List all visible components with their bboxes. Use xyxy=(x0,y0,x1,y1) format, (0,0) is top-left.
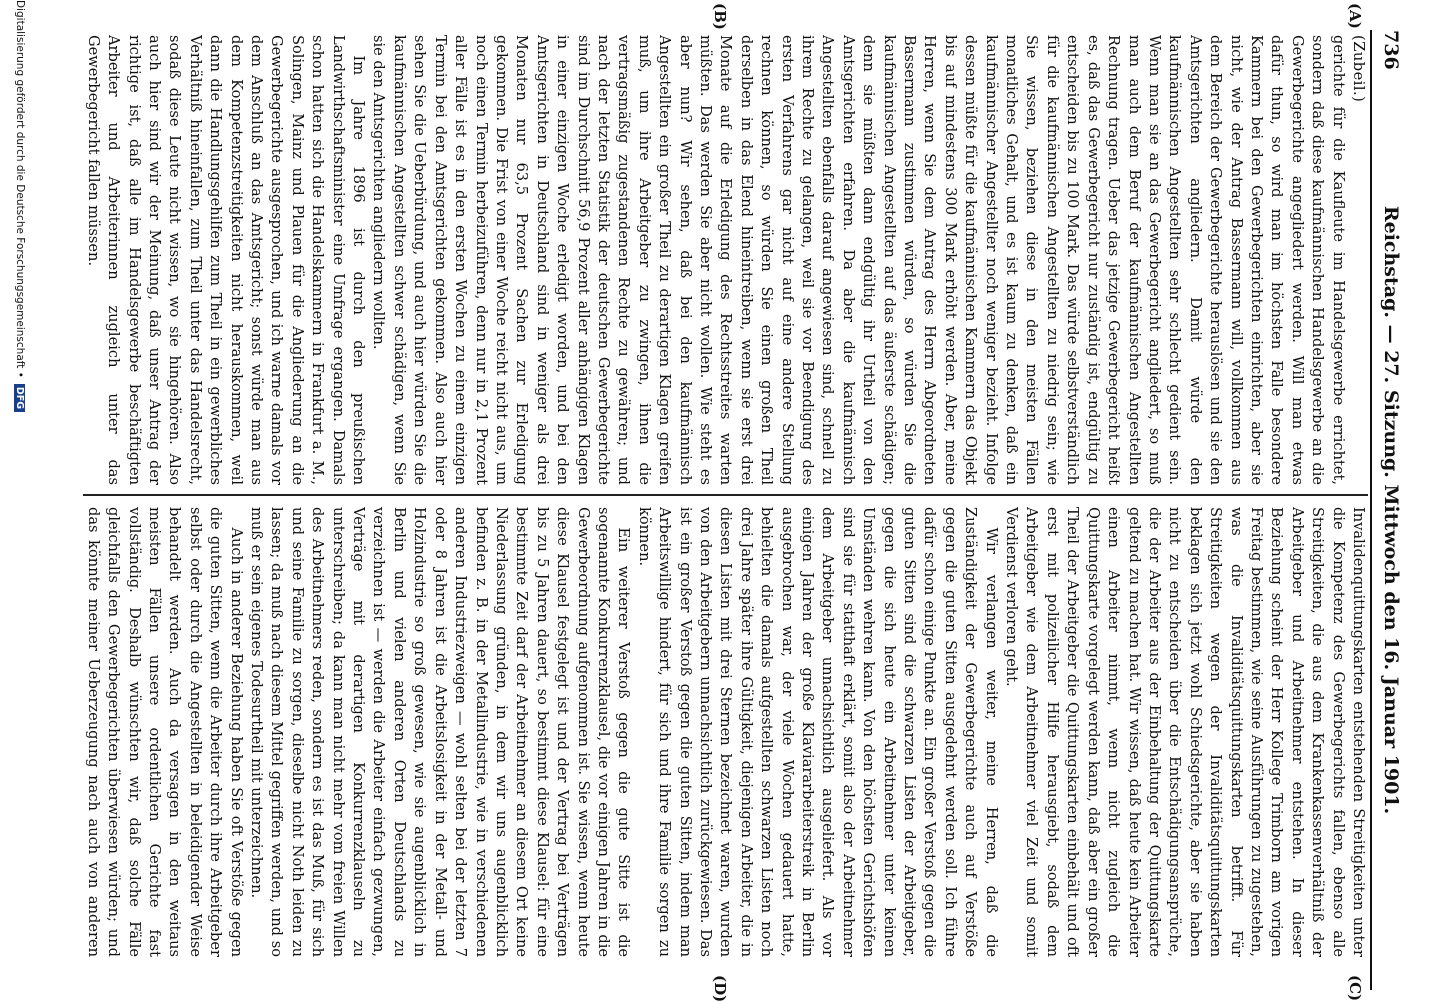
right-column xyxy=(83,507,1368,957)
footer-text: Digitalisierung gefördert durch die Deutsche Forschungsgemeinschaft • xyxy=(14,0,26,378)
paragraph: Ein weiterer Verstoß gegen die gute Sitte ist die sogenannte Konkurrenzklausel, die vor einigen Jahren in die Gewerbeordnung aufgenommen ist. Sie wissen, wenn heute diese Klausel festgelegt ist und der Vertrag bei Verträgen bis zu 5 Jahren dauert, so bestimmt diese Klausel: für eine bestimmte Zeit darf der Arbeitnehmer an diesem Ort keine Niederlassung gründen, in dem wir uns augenblicklich befinden z. B. in der Metallindustrie, wie in verschiedenen anderen Industriezweigen — wohl selten bei der letzten 7 oder 8 Jahren ist die Arbeitslosigkeit in der Metall- und Holzindustrie so groß gewesen, wie sie augenblicklich in Berlin und vielen anderen Orten Deutschlands zu verzeichnen ist — werden die Arbeiter einfach gezwungen, Verträge mit derartigen Konkurrenzklauseln zu unterschreiben; da kann man nicht mehr vom freien Willen des Arbeitnehmers reden, sondern es ist das Muß, für sich und seine Familie zu sorgen, dieselbe nicht Noth leiden zu lassen; da muß nach diesem Mittel gegriffen werden, und so muß er sein eigenes Todesurtheil mit unterzeichnen. xyxy=(248,507,633,957)
dfg-logo: DFG xyxy=(14,384,25,412)
left-column xyxy=(83,35,1368,485)
paragraph: Auch in anderer Beziehung haben Sie oft Verstöße gegen die guten Sitten, wenn die Arbeiter durch ihre Arbeitgeber selbst oder durch die Angestellten in beleidigender Weise behandelt werden. Auch da versagen in den weitaus meisten Fällen unsere ordentlichen Gerichte fast vollständig. Deshalb wünschten wir, daß solche Fälle gleichfalls den Gewerbegerichten überwiesen würden; und das könnte meiner Ueberzeugung nach auch von anderen xyxy=(84,507,245,957)
margin-marker-c: (C) xyxy=(1346,975,1364,1002)
page-title: Reichstag. — 27. Sitzung. Mittwoch den 16. Januar 1901. xyxy=(1380,205,1402,815)
page-number: 736 xyxy=(1380,30,1402,70)
paragraph: Wir verlangen weiter, meine Herren, daß die Zuständigkeit der Gewerbegerichte auch auf Verstöße gegen die guten Sitten ausgedehnt werden soll. Ich führe dafür schon einige Punkte an. Ein großer Verstoß gegen die guten Sitten sind die schwarzen Listen der Arbeitgeber, gegen die sich heute ein Arbeitnehmer unter keinen Umständen wehren kann. Von den höchsten Gerichtshöfen sind sie für statthaft erklärt, somit also der Arbeitnehmer dem Arbeitgeber unnachsichtlich ausgeliefert. Als vor einigen Jahren der große Klaviararbeiterstreik in Berlin ausgebrochen war, der viele Wochen gedauert hatte, behielten die damals aufgestellten schwarzen Listen noch drei Jahre später ihre Gültigkeit, diejenigen Arbeiter, die in diesen Listen mit drei Sternen bezeichnet waren, wurden von den Arbeitgebern unnachsichtlich zurückgewiesen. Das ist ein großer Verstoß gegen die guten Sitten, indem man Arbeitswillige hindert, für sich und ihre Familie sorgen zu können. xyxy=(635,507,1000,957)
digitization-footer xyxy=(14,0,26,1000)
margin-marker-d: (D) xyxy=(711,975,729,1002)
column-divider xyxy=(83,494,1368,496)
page-header xyxy=(1370,30,1406,990)
speaker-label: (Zubeil.) xyxy=(1350,35,1367,103)
margin-marker-a: (A) xyxy=(1346,3,1364,29)
paragraph: Im Jahre 1896 ist durch den preußischen Landwirthschaftsminister eine Umfrage ergangen. Damals schon hatten sich die Handelskammern in Frankfurt a. M., Solingen, Mainz und Plauen für die Angliederung an die Gewerbegerichte ausgesprochen, und ich warne damals vor dem Anschluß an das Amtsgericht; sonst würde man aus dem Kompetenzstreitigkeiten nicht herauskommen, weil dann die Handlungsgehilfen zum Theil in ein gewerbliches Verhältniß hineinfallen, zum Theil unter das Handelsrecht, sodaß diese Leute nicht wissen, wo sie hingehören. Also auch hier sind wir der Meinung, daß unser Antrag der richtige ist, daß alle im Handelsgewerbe beschäftigten Arbeiter und Arbeiterinnen zugleich unter das Gewerbegericht fallen müssen. xyxy=(84,35,368,485)
paragraph: gerichte für die Kaufleute im Handelsgewerbe errichtet, sondern daß diese kaufmännischen Handelsgewerbe an die Gewerbegerichte angegliedert werden. Will man etwas dafür thun, so wird man im höchsten Falle besondere Kammern bei den Gewerbegerichten einrichten, aber sie nicht, wie der Antrag Bassermann will, vollkommen aus dem Bereich der Gewerbegerichte herauslösen und sie den Amtsgerichten angliedern. Damit würde den kaufmännischen Angestellten sehr schlecht gedient sein. Wenn man sie an das Gewerbegericht angliedert, so muß man auch dem Beruf der kaufmännischen Angestellten Rechnung tragen. Ueber das jetzige Gewerbegericht heißt es, daß das Gewerbegericht nur zuständig ist, endgültig zu entscheiden bis zu 100 Mark. Das würde selbstverständlich für die kaufmännischen Angestellten zu niedrig sein; wie Sie wissen, beziehen diese in den meisten Fällen monatliches Gehalt, und es ist kaum zu denken, daß ein kaufmännischer Angestellter noch weniger bezieht. Infolge dessen müßte für die kaufmännischen Kammern das Objekt bis auf mindestens 300 Mark erhöht werden. Aber, meine Herren, wenn Sie dem Antrag des Herrn Abgeordneten Bassermann zustimmen würden, so würden Sie die kaufmännischen Angestellten auf das äußerste schädigen; denn sie müßten dann endgültig ihr Urtheil von den Amtsgerichten erfahren. Da aber die kaufmännisch Angestellten ebenfalls darauf angewiesen sind, schnell zu ihrem Rechte zu gelangen, weil sie vor Beendigung des ersten Verfahrens gar nicht auf eine andere Stellung rechnen können, so würden Sie einen großen Theil derselben in das Elend hineintreiben, wenn sie erst drei Monate auf die Erledigung des Rechtsstreites warten müßten. Das werden Sie aber nicht wollen. Wie steht es aber nun? Wir sehen, daß bei den kaufmännisch Angestellten ein großer Theil zu derartigen Klagen greifen muß, um ihre Arbeitgeber zu zwingen, ihnen die vertragsmäßig zugestandenen Rechte zu gewähren; und nach der letzten Statistik der deutschen Gewerbegerichte sind im Durchschnitt 56,9 Prozent aller anhängigen Klagen in einer einzigen Woche erledigt worden, und bei den Amtsgerichten in Deutschland sind in weniger als drei Monaten nur 63,5 Prozent Sachen zur Erledigung gekommen. Die Frist von einer Woche reicht nicht aus, um noch einen Termin herbeizuführen, denn nur in 2,1 Prozent aller Fälle ist es in den ersten Wochen zu einem einzigen Termin bei den Amtsgerichten gekommen. Also auch hier sehen Sie die Ueberbürdung, und auch hier würden Sie die kaufmännischen Angestellten schwer schädigen, wenn Sie sie den Amtsgerichten angliedern wollten. xyxy=(370,35,1347,485)
margin-marker-b: (B) xyxy=(711,3,729,30)
paragraph: Invalidenquittungskarten entstehenden Streitigkeiten unter die Kompetenz des Gewerbegerichts fallen, ebenso alle Streitigkeiten, die aus dem Krankenkassenverhältniß der Arbeitgeber und Arbeitnehmer entstehen. In dieser Beziehung scheint der Herr Kollege Trimborn am vorigen Freitag bestimmen, wie seine Ausführungen zu zugestehen, was die Invaliditätsquittungskarten betrifft. Für Streitigkeiten wegen der Invaliditätsquittungskarten beklagen sich jetzt wohl Schiedsgerichte, aber sie haben nicht zu entscheiden über die Entschädigungsansprüche, die der Arbeiter aus der Einbehaltung der Quittungskarte geltend zu machen hat. Wir wissen, daß heute kein Arbeiter einen Arbeiter nimmt, wenn nicht zugleich die Quittungskarte vorgelegt werden kann, daß aber ein großer Theil der Arbeitgeber die Quittungskarten einbehält und oft erst mit polizeilicher Hilfe herausgiebt, sodaß dem Arbeitgeber wie dem Arbeitnehmer viel Zeit und somit Verdienst verloren geht. xyxy=(1003,507,1367,957)
